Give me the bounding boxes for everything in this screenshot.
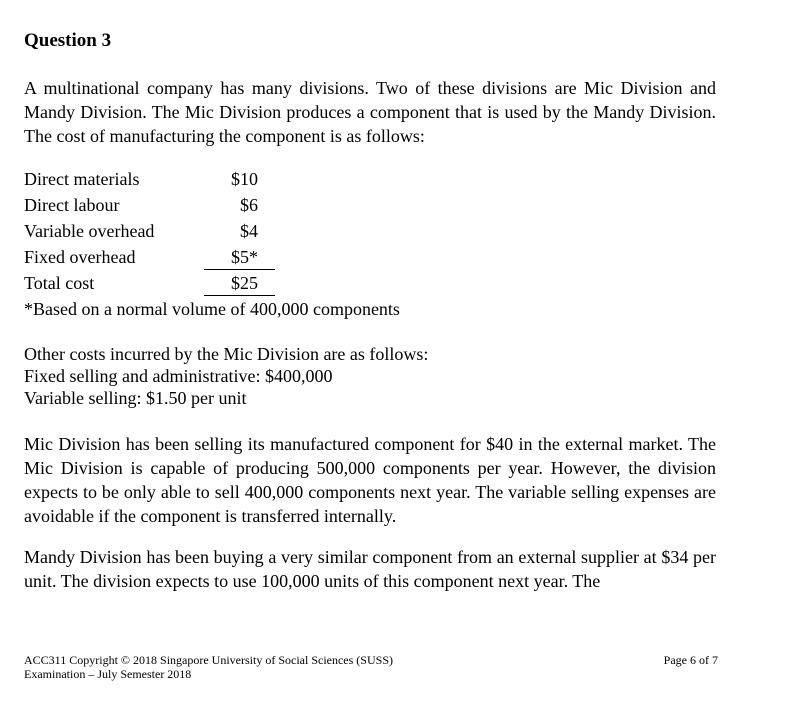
footer-copyright: ACC311 Copyright © 2018 Singapore University of Social Sciences (SUSS) [24,653,393,667]
fixed-selling-cost: Fixed selling and administrative: $400,000 [24,366,333,386]
cost-label: Direct materials [24,169,140,189]
cost-label: Variable overhead [24,221,155,241]
cost-label: Fixed overhead [24,247,136,267]
mic-division-paragraph: Mic Division has been selling its manufactured component for $40 in the external market. The Mic Division is capable of producing 500,000 components per year. However, the division expects to be only able to sell 400,000 components next year. The variable selling expenses are avoidable if the component is transferred internally. [24,434,716,526]
subtotal-rule [204,269,275,270]
mandy-division-paragraph: Mandy Division has been buying a very similar component from an external supplier at $34 per unit. The division expects to use 100,000 units of this component next year. The [24,547,716,591]
footer-exam: Examination – July Semester 2018 [24,667,192,681]
cost-amount: $10 [231,169,258,189]
cost-amount: $4 [240,221,258,241]
footer-left [24,653,393,681]
total-rule [204,295,275,296]
variable-selling-cost: Variable selling: $1.50 per unit [24,388,247,408]
intro-paragraph: A multinational company has many divisions. Two of these divisions are Mic Division and Mandy Division. The Mic Division produces a component that is used by the Mandy Division. The cost of manufacturing the component is as follows: [24,78,716,146]
cost-footnote: *Based on a normal volume of 400,000 components [24,299,400,319]
other-costs-block [24,343,428,409]
cost-label: Total cost [24,273,95,293]
other-costs-intro: Other costs incurred by the Mic Division are as follows: [24,344,429,364]
cost-amount: $6 [240,195,258,215]
cost-amount: $5* [231,247,258,267]
page-number: Page 6 of 7 [663,653,718,667]
question-heading: Question 3 [24,30,112,51]
cost-label: Direct labour [24,195,120,215]
cost-amount: $25 [231,273,258,293]
